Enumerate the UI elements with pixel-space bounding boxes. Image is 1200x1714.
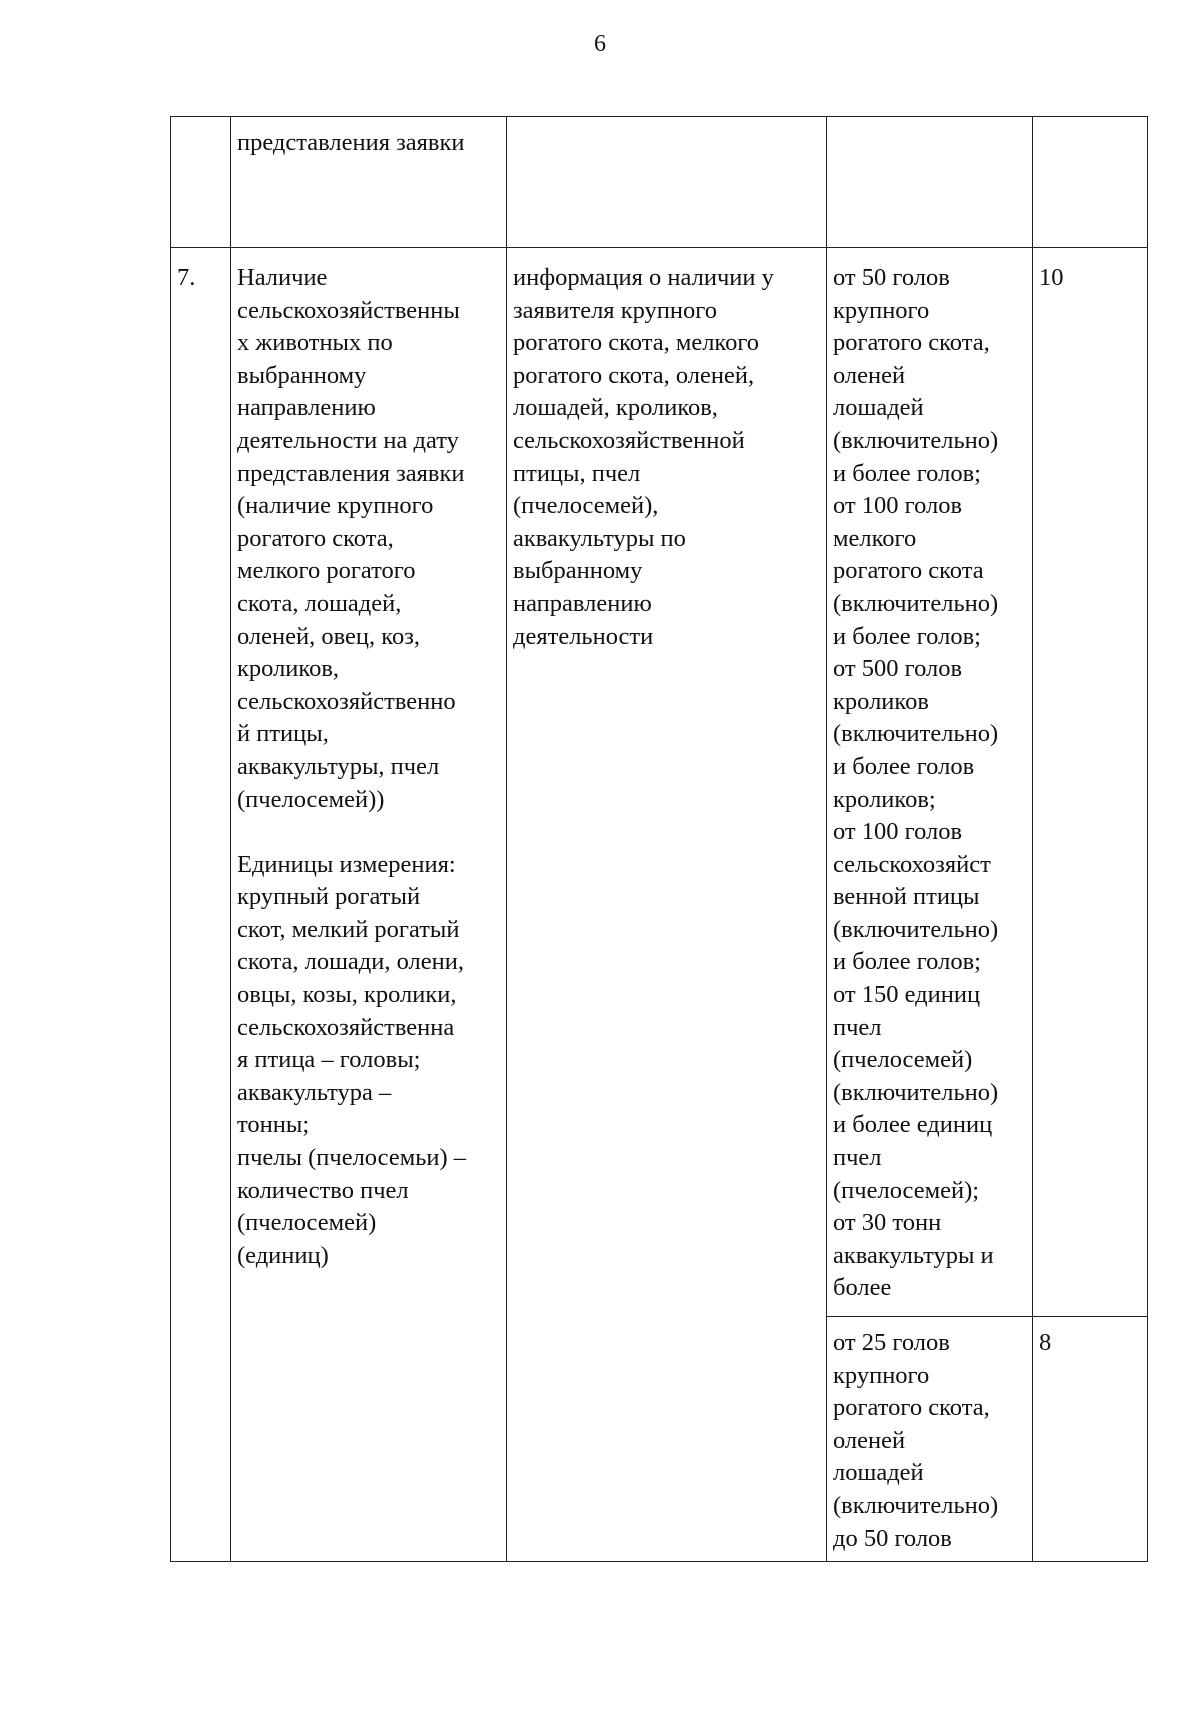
cell-source: информация о наличии у заявителя крупного рогатого скота, мелкого рогатого скота, оленей, лошадей, кроликов, сельскохозяйственной птицы, пчел (пчелосемей), аквакультуры по выбранному направлению деятельности <box>507 248 827 1562</box>
cell-value-tier-2: от 25 голов крупного рогатого скота, оленей лошадей (включительно) до 50 голов <box>827 1317 1033 1562</box>
cell-points <box>1033 117 1148 248</box>
cell-value-tier-1: от 50 голов крупного рогатого скота, оленей лошадей (включительно) и более голов; от 100 голов мелкого рогатого скота (включительно) и более голов; от 500 голов кроликов (включительно) и более голов кроликов; от 100 голов сельскохозяйст венной птицы (включительно) и более голов; от 150 единиц пчел (пчелосемей) (включительно) и более единиц пчел (пчелосемей); от 30 тонн аквакультуры и более <box>827 248 1033 1317</box>
table-row-continuation <box>171 117 1148 248</box>
criteria-table <box>170 116 1148 1562</box>
cell-source <box>507 117 827 248</box>
cell-number <box>171 117 231 248</box>
cell-criterion: представления заявки <box>231 117 507 248</box>
cell-value <box>827 117 1033 248</box>
cell-number: 7. <box>171 248 231 1562</box>
cell-points-tier-1: 10 <box>1033 248 1148 1317</box>
cell-points-tier-2: 8 <box>1033 1317 1148 1562</box>
table-row-7 <box>171 248 1148 1317</box>
page-number: 6 <box>594 31 606 57</box>
cell-criterion: Наличие сельскохозяйственны х животных по выбранному направлению деятельности на дату представления заявки (наличие крупного рогатого скота, мелкого рогатого скота, лошадей, оленей, овец, коз, кроликов, сельскохозяйственно й птицы, аквакультуры, пчел (пчелосемей)) Единицы измерения: крупный рогатый скот, мелкий рогатый скота, лошади, олени, овцы, козы, кролики, сельскохозяйственна я птица – головы; аквакультура – тонны; пчелы (пчелосемьи) – количество пчел (пчелосемей) (единиц) <box>231 248 507 1562</box>
